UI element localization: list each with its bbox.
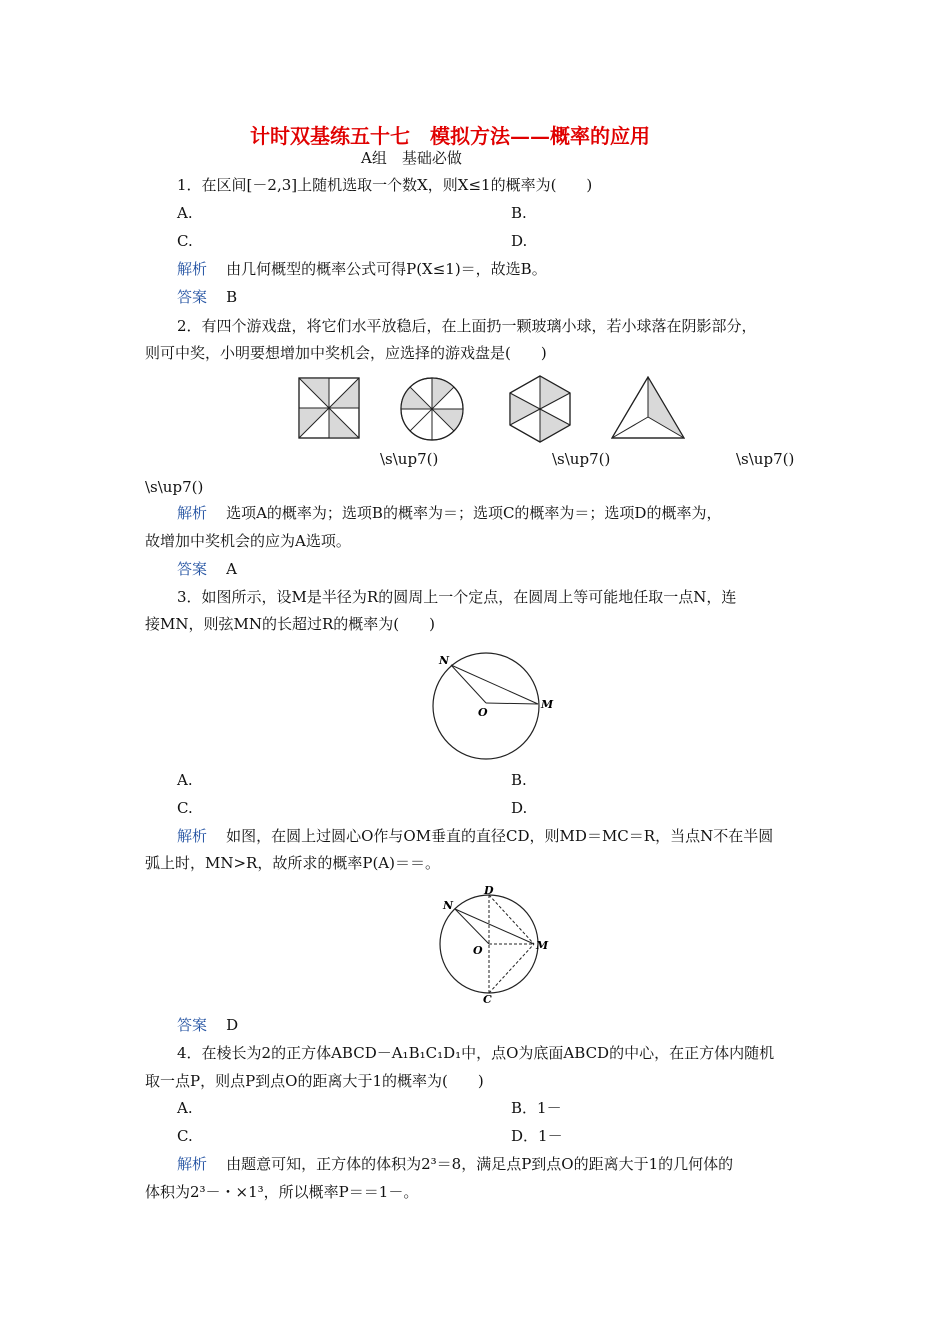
label-o: O <box>473 944 483 957</box>
analysis-label: 解析 <box>177 504 208 522</box>
field-code: \s\up7() <box>380 450 439 468</box>
q1-option-a: A. <box>177 204 193 222</box>
label-n: N <box>439 654 450 667</box>
game-board-hexagon <box>507 374 573 444</box>
answer-label: 答案 <box>177 288 208 306</box>
figure-circle-cd <box>432 883 557 1005</box>
q3-option-a: A. <box>177 771 193 789</box>
q2-stem-line2: 则可中奖，小明要想增加中奖机会，应选择的游戏盘是( ) <box>145 344 547 362</box>
field-code: \s\up7() <box>736 450 795 468</box>
q4-option-d: D．1－ <box>511 1127 563 1145</box>
analysis-label: 解析 <box>177 1155 208 1173</box>
label-d: D <box>484 884 494 897</box>
answer-label: 答案 <box>177 560 208 578</box>
q1-stem: 1．在区间[－2,3]上随机选取一个数X，则X≤1的概率为( ) <box>177 176 593 194</box>
label-m: M <box>541 698 554 711</box>
analysis-label: 解析 <box>177 260 208 278</box>
q3-analysis <box>177 826 773 846</box>
label-c: C <box>483 993 492 1005</box>
q4-stem-line1: 4．在棱长为2的正方体ABCD－A₁B₁C₁D₁中，点O为底面ABCD的中心，在正方体内随机 <box>177 1044 775 1062</box>
q1-answer <box>177 287 237 307</box>
label-o: O <box>478 706 488 719</box>
game-board-circle <box>399 376 465 442</box>
q1-option-c: C. <box>177 232 193 250</box>
q1-option-b: B. <box>511 204 527 222</box>
q2-analysis-line2: 故增加中奖机会的应为A选项。 <box>145 532 351 550</box>
q1-option-d: D. <box>511 232 528 250</box>
analysis-label: 解析 <box>177 827 208 845</box>
analysis-text: 由题意可知，正方体的体积为2³＝8，满足点P到点O的距离大于1的几何体的 <box>226 1155 734 1173</box>
field-code: \s\up7() <box>145 478 204 496</box>
figure-circle-mn <box>425 648 565 763</box>
q4-option-b: B．1－ <box>511 1099 562 1117</box>
answer-value: B <box>226 288 238 306</box>
q2-answer <box>177 559 237 579</box>
game-board-square <box>298 377 360 439</box>
analysis-text: 由几何概型的概率公式可得P(X≤1)＝，故选B。 <box>226 260 547 278</box>
label-n: N <box>443 899 454 912</box>
q3-option-d: D. <box>511 799 528 817</box>
q3-stem-line1: 3．如图所示，设M是半径为R的圆周上一个定点，在圆周上等可能地任取一点N，连 <box>177 588 737 606</box>
q2-analysis <box>177 503 721 523</box>
answer-value: A <box>226 560 237 578</box>
q3-option-c: C. <box>177 799 193 817</box>
q3-option-b: B. <box>511 771 527 789</box>
page-title: 计时双基练五十七 模拟方法——概率的应用 <box>250 124 650 148</box>
game-board-triangle <box>610 375 686 441</box>
field-code: \s\up7() <box>552 450 611 468</box>
q3-answer <box>177 1015 238 1035</box>
q4-option-c: C. <box>177 1127 193 1145</box>
section-subtitle: A组 基础必做 <box>361 149 462 167</box>
q4-stem-line2: 取一点P，则点P到点O的距离大于1的概率为( ) <box>145 1072 484 1090</box>
q4-option-a: A. <box>177 1099 193 1117</box>
q3-analysis-line2: 弧上时，MN>R，故所求的概率P(A)＝＝。 <box>145 854 440 872</box>
q4-analysis <box>177 1154 733 1174</box>
answer-label: 答案 <box>177 1016 208 1034</box>
analysis-text: 选项A的概率为；选项B的概率为＝；选项C的概率为＝；选项D的概率为， <box>226 504 722 522</box>
q4-analysis-line2: 体积为2³－・×1³，所以概率P＝＝1－。 <box>145 1183 419 1201</box>
q3-stem-line2: 接MN，则弦MN的长超过R的概率为( ) <box>145 615 435 633</box>
q1-analysis <box>177 259 547 279</box>
label-m: M <box>536 939 549 952</box>
answer-value: D <box>226 1016 239 1034</box>
q2-stem-line1: 2．有四个游戏盘，将它们水平放稳后，在上面扔一颗玻璃小球，若小球落在阴影部分， <box>177 317 757 335</box>
analysis-text: 如图，在圆上过圆心O作与OM垂直的直径CD，则MD＝MC＝R，当点N不在半圆 <box>226 827 774 845</box>
